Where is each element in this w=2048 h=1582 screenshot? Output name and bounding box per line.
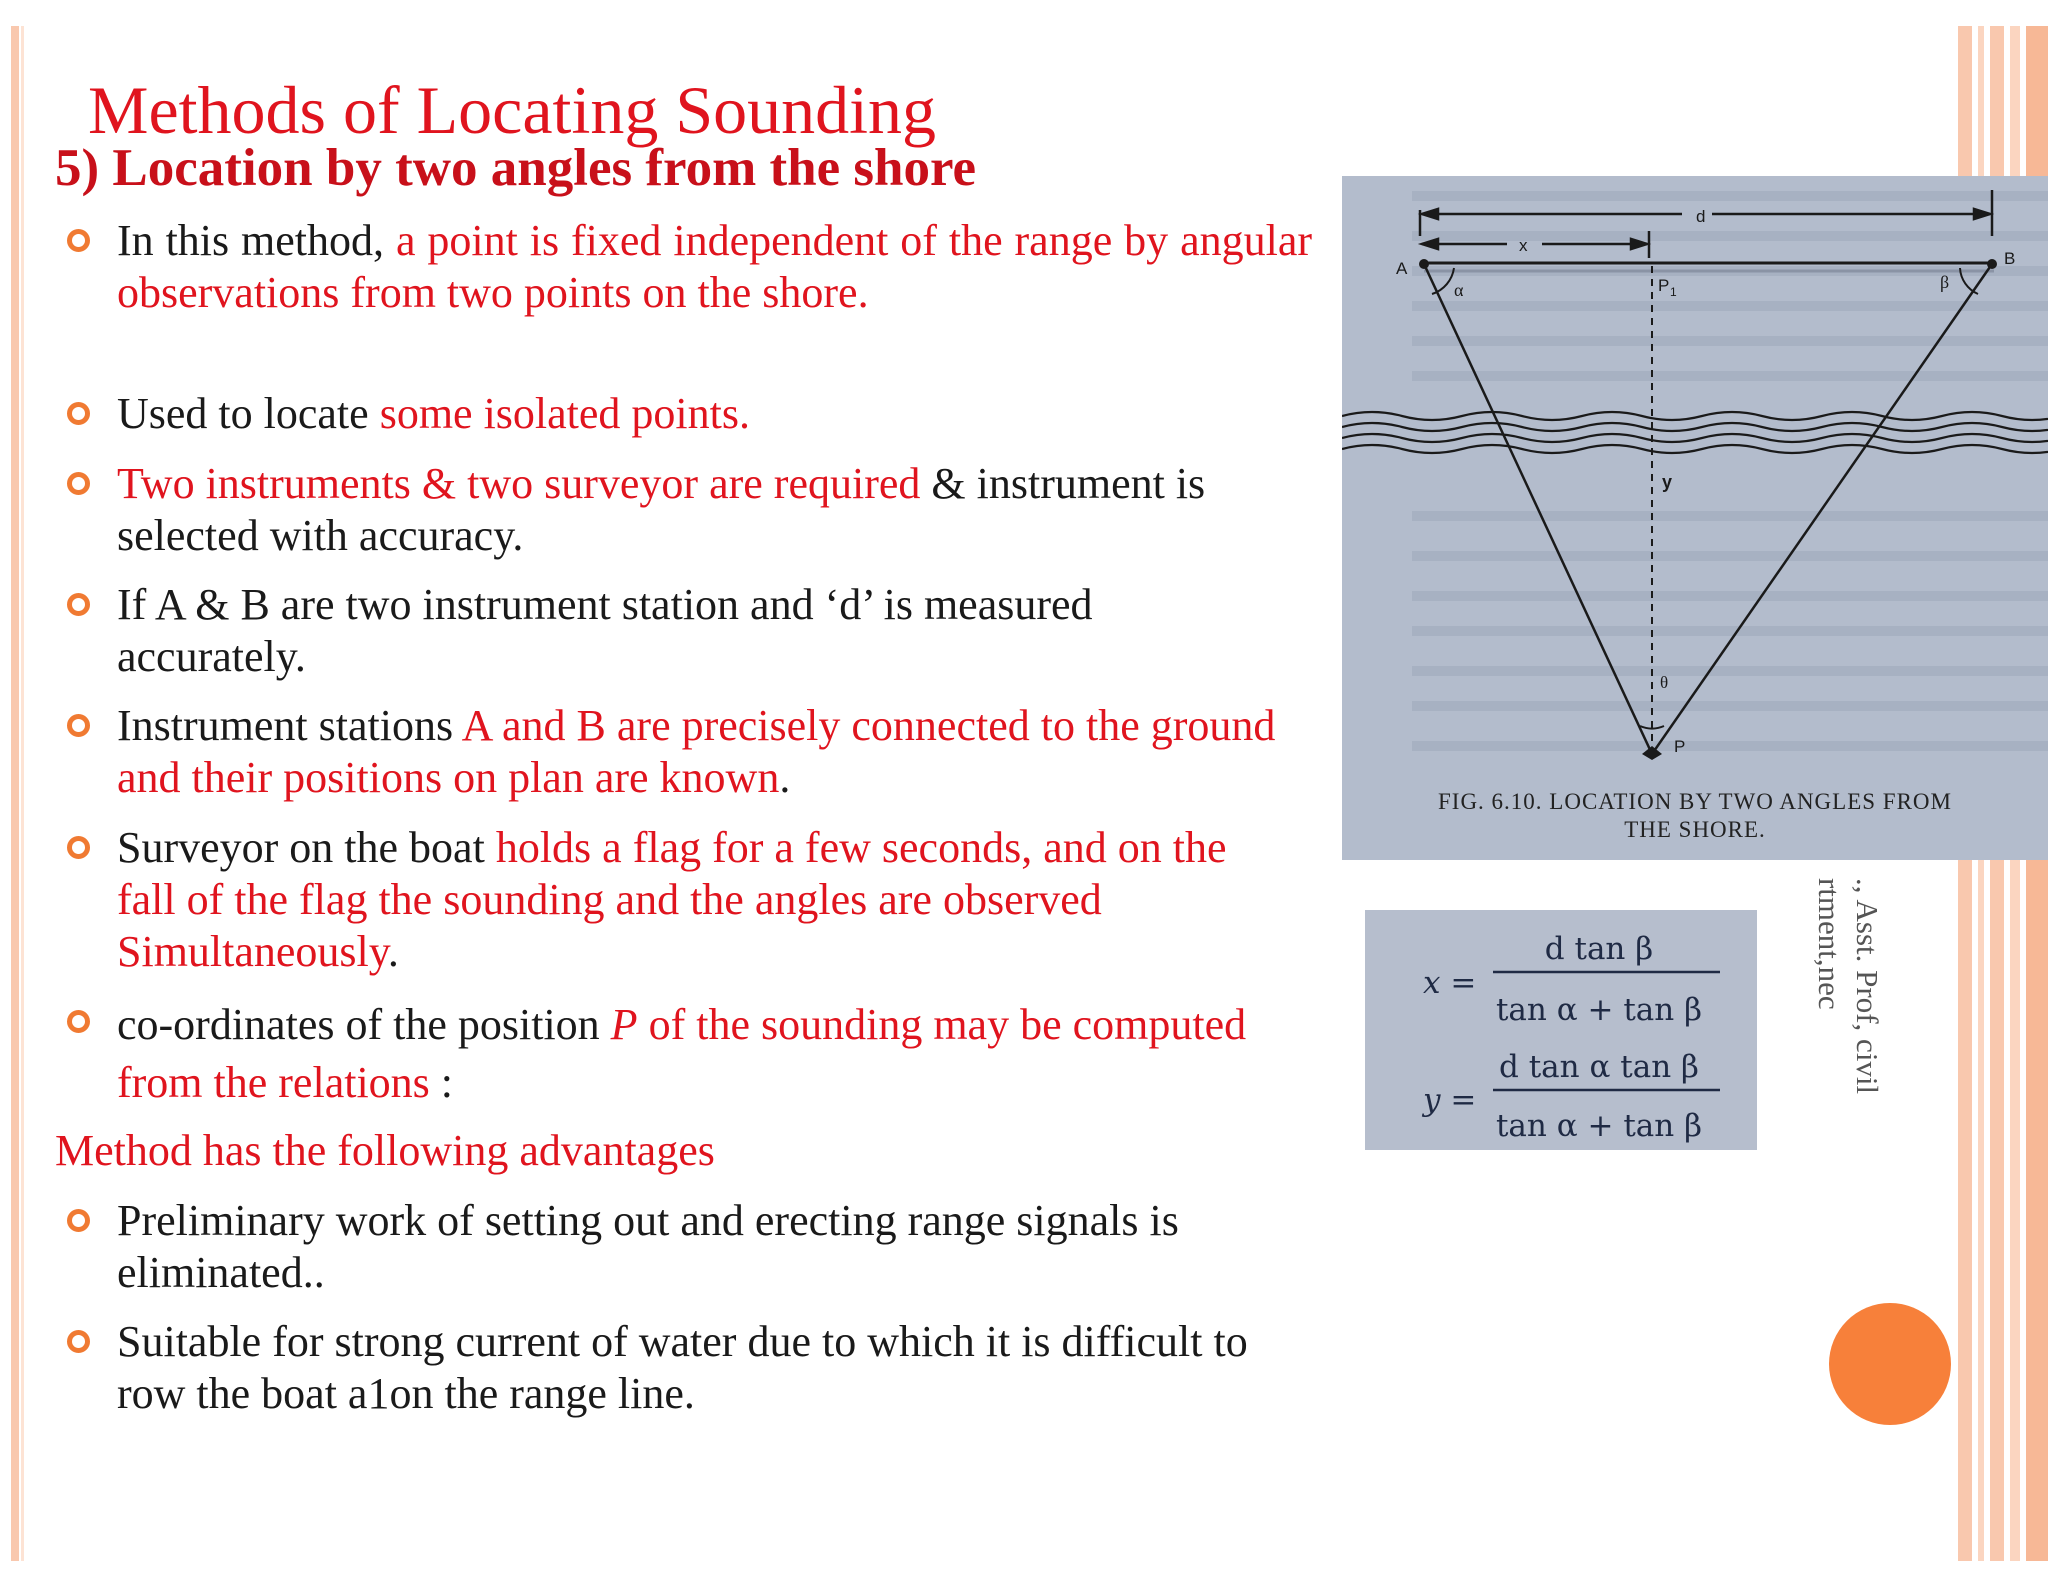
side-footer-line2: rtment,nec [1812,878,1847,1010]
bullet-icon [67,1010,90,1033]
bullet-text-segment: In this method, [117,216,396,265]
bullet-text-segment: P [610,1000,638,1049]
formula-x-numerator: d tan β [1544,931,1654,967]
scan-background-lines [1412,196,2048,746]
decorative-orange-circle [1829,1303,1951,1425]
bullet-text-segment: co-ordinates of the position [117,1000,611,1049]
formula-y-numerator: d tan α tan β [1499,1049,1699,1085]
bullet-text-segment: If A & B are two instrument station and ‘d’ is measured accurately. [117,580,1093,681]
figure-caption-line2: THE SHORE. [1624,817,1766,842]
bullet-text-segment: holds a flag for a few seconds, and on the fall of the flag the sounding and the angles are observed Simultaneously [117,823,1227,976]
side-footer-line1: ., Asst. Prof, civil [1850,878,1885,1095]
bullet-text-segment: some isolated points. [379,389,751,438]
bullet-text-segment: Instrument stations [117,701,462,750]
formula-x-lhs: x = [1423,965,1477,1001]
formula-box [1365,910,1757,1150]
bullet-item [117,996,1317,1112]
advantage-item [117,1316,1287,1420]
bullet-icon [67,402,90,425]
bullet-text-segment: . [387,927,399,976]
label-alpha: α [1454,280,1464,300]
bullet-text-segment: A and B are precisely connected to the ground and their positions on plan are known [117,701,1276,802]
bullet-icon [67,593,90,616]
left-border-stripe-inner [21,26,24,1561]
left-border-stripe [11,26,19,1561]
bullet-text-segment: Preliminary work of setting out and erecting range signals is eliminated.. [117,1196,1179,1297]
bullet-text [117,1317,1248,1418]
bullet-icon [67,472,90,495]
side-footer-text [1810,878,1886,1094]
advantages-heading: Method has the following advantages [55,1126,715,1175]
label-P: P [1674,737,1686,756]
bullet-text [117,1000,1246,1107]
label-P1-sub: 1 [1670,285,1677,299]
slide-title: Methods of Locating Sounding [88,72,937,148]
bullet-item [117,388,1317,440]
label-A: A [1396,259,1408,278]
slide-subtitle: 5) Location by two angles from the shore [55,139,977,197]
bullet-text [117,823,1226,976]
advantage-item [117,1195,1287,1299]
label-beta: β [1940,272,1950,292]
bullet-item [117,700,1317,804]
bullet-icon [67,229,90,252]
bullet-text-segment: Suitable for strong current of water due to which it is difficult to row the boat a1on the range line. [117,1317,1248,1418]
figure-caption-line1: FIG. 6.10. LOCATION BY TWO ANGLES FROM [1438,789,1952,814]
bullet-text-segment: Surveyor on the boat [117,823,496,872]
bullet-item [117,579,1167,683]
bullet-icon [67,836,90,859]
formula-y-denominator: tan α + tan β [1495,1108,1703,1144]
formula-y-lhs: y = [1423,1082,1477,1118]
bullet-text [117,216,1312,317]
location-figure [1342,176,2048,860]
bullet-text [117,1196,1179,1297]
bullet-text-segment: Used to locate [117,389,380,438]
water-waves [1342,412,2048,453]
bullet-text-segment: : [440,1058,454,1107]
label-x: x [1519,236,1528,255]
bullet-text-segment: . [779,753,791,802]
figure-caption [1342,788,2048,844]
bullet-text-segment: Two instruments & two surveyor are required [117,459,921,508]
bullet-text-segment: & instrument is selected with accuracy. [117,459,1206,560]
bullet-text [117,580,1093,681]
bullet-item [117,215,1312,319]
bullet-text-segment: of the sounding may be computed from the relations [117,1000,1247,1107]
bullet-text-segment: a point is fixed independent of the range by angular observations from two points on the shore. [117,216,1313,317]
bullet-icon [67,714,90,737]
label-d: d [1696,207,1706,226]
label-P1: P [1658,276,1670,295]
bullet-text [117,701,1275,802]
bullet-icon [67,1209,90,1232]
bullet-icon [67,1330,90,1353]
label-theta: θ [1660,673,1669,692]
bullet-item [117,822,1267,978]
bullet-text [117,459,1205,560]
label-B: B [2004,249,2016,268]
figure-diagram [1342,176,2048,860]
bullet-item [117,458,1237,562]
label-y: y [1662,472,1673,492]
formula-svg [1365,910,1757,1150]
formula-x-denominator: tan α + tan β [1495,992,1703,1028]
bullet-text [117,389,750,438]
